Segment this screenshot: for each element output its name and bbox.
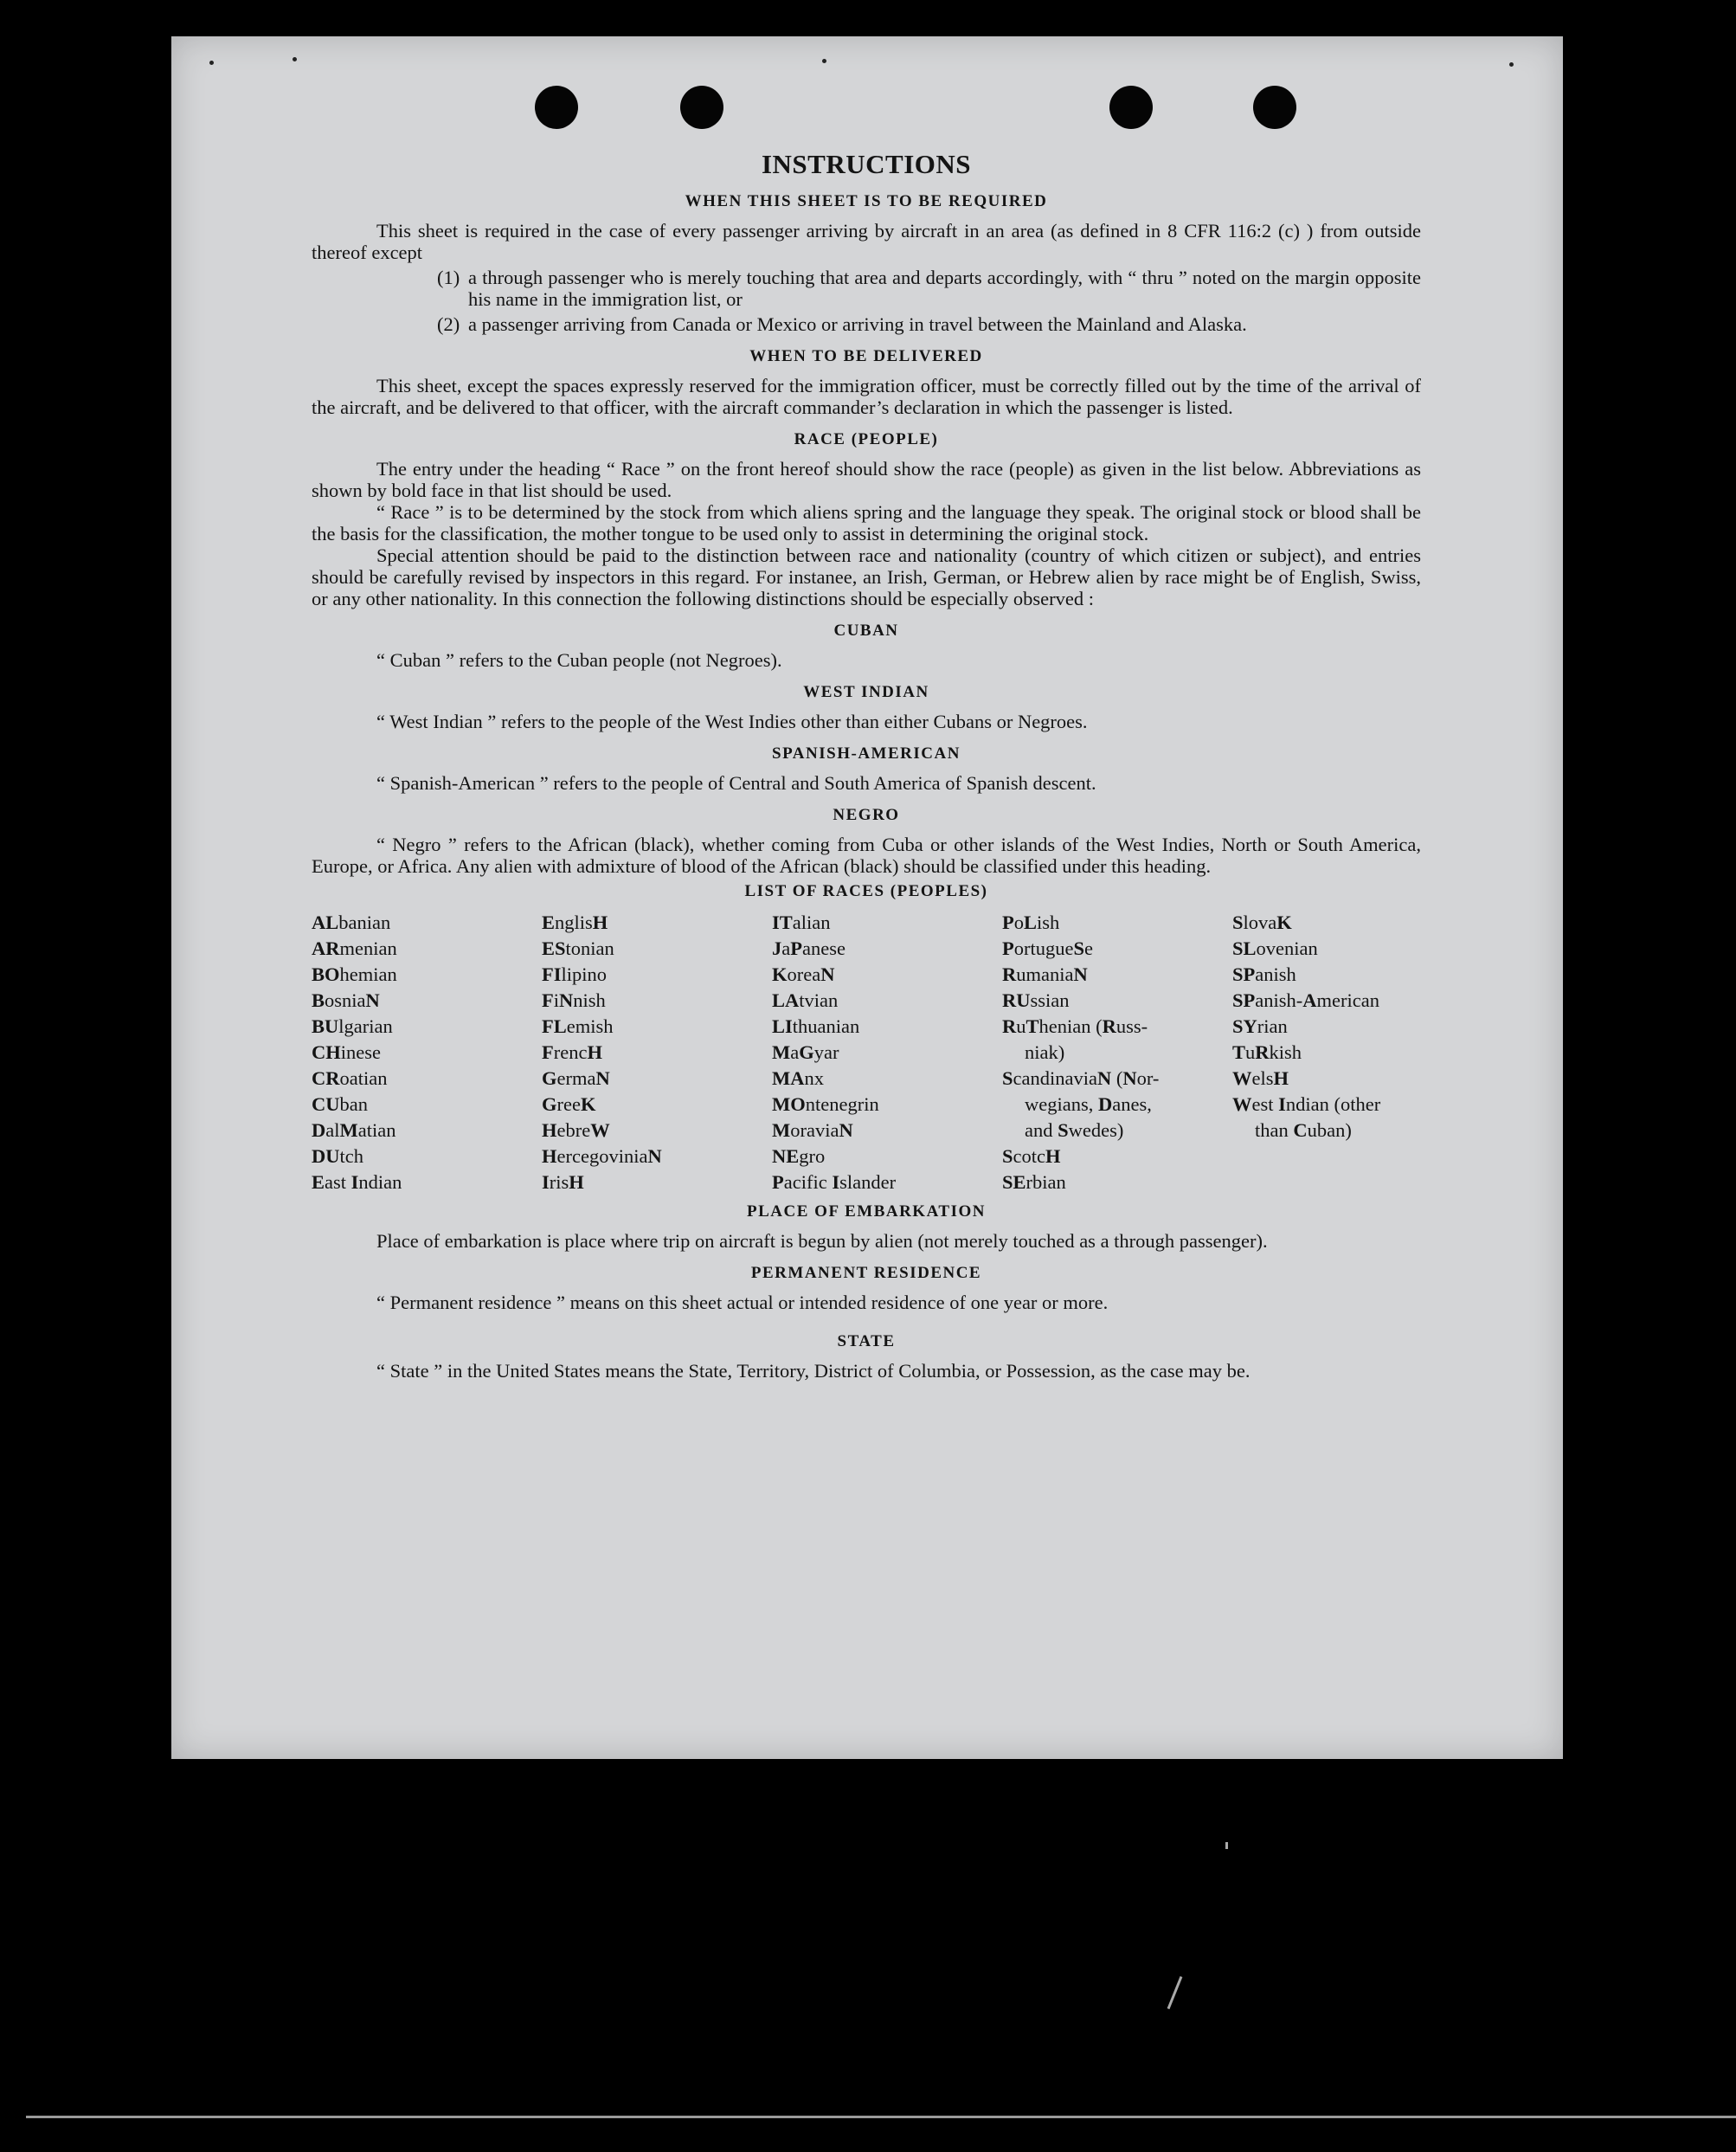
race-entry: SErbian [1002, 1171, 1066, 1193]
heading-when-required: WHEN THIS SHEET IS TO BE REQUIRED [685, 192, 1048, 210]
race-entry: HercegoviniaN [542, 1145, 662, 1167]
heading-permanent-residence: PERMANENT RESIDENCE [750, 1264, 982, 1282]
race-entry: ITalian [772, 912, 831, 933]
heading-negro: NEGRO [833, 806, 900, 824]
race-entry: CRoatian [312, 1067, 388, 1089]
condition-text: a passenger arriving from Canada or Mexico or arriving in travel between the Mainland and Alaska. [468, 313, 1247, 335]
races-column [312, 910, 542, 1195]
race-entry: FLemish [542, 1015, 614, 1037]
scan-mark [1167, 1976, 1183, 2009]
heading-race: RACE (PEOPLE) [794, 430, 939, 448]
races-column [1002, 910, 1232, 1195]
race-entry: CHinese [312, 1041, 381, 1063]
race-entry: MaGyar [772, 1041, 839, 1063]
negro-text: “ Negro ” refers to the African (black), whether coming from Cuba or other islands of the West Indies, North or South America, Europe, or Africa. Any alien with admixture of blood of the African (black) should be classified under this heading. [312, 834, 1421, 877]
condition-text: a through passenger who is merely touching that area and departs accordingly, with “ thru ” noted on the margin opposite his name in the immigration list, or [468, 267, 1421, 310]
race-entry: East Indian [312, 1171, 402, 1193]
race-entry: PortugueSe [1002, 937, 1093, 959]
condition-item [437, 267, 1421, 310]
speck [293, 57, 297, 61]
scan-mark [1225, 1842, 1228, 1849]
speck [1509, 62, 1514, 67]
heading-list-of-races: LIST OF RACES (PEOPLES) [744, 882, 988, 900]
race-entry: WelsH [1232, 1067, 1289, 1089]
punch-hole [535, 86, 578, 129]
race-entry: niak) [1025, 1041, 1065, 1063]
race-entry: NEgro [772, 1145, 826, 1167]
document-page [171, 36, 1563, 1759]
heading-when-delivered: WHEN TO BE DELIVERED [749, 347, 983, 365]
race-entry: BUlgarian [312, 1015, 393, 1037]
race-entry: MOntenegrin [772, 1093, 879, 1115]
race-entry: FrencH [542, 1041, 602, 1063]
race-entry: wegians, Danes, [1025, 1093, 1152, 1115]
race-entry: ALbanian [312, 912, 391, 933]
race-entry: HebreW [542, 1119, 610, 1141]
punch-hole [680, 86, 723, 129]
heading-cuban: CUBAN [833, 622, 899, 640]
race-entry: FiNnish [542, 989, 606, 1011]
race-paragraph-2: “ Race ” is to be determined by the stock from which aliens spring and the language they speak. The original stock or blood shall be the basis for the classification, the mother tongue to be used only to assist in determining the original stock. [312, 501, 1421, 544]
race-entry: RumaniaN [1002, 963, 1088, 985]
page-title: INSTRUCTIONS [761, 149, 971, 179]
race-entry: GreeK [542, 1093, 596, 1115]
race-entry: DUtch [312, 1145, 363, 1167]
race-entry: LAtvian [772, 989, 839, 1011]
race-entry: Pacific Islander [772, 1171, 897, 1193]
embarkation-text: Place of embarkation is place where trip on aircraft is begun by alien (not merely touched as a through passenger). [376, 1230, 1268, 1252]
race-entry: EStonian [542, 937, 614, 959]
race-paragraph-1: The entry under the heading “ Race ” on the front hereof should show the race (people) as given in the list below. Abbreviations as shown by bold face in that list should be used. [312, 458, 1421, 501]
race-entry: SLovenian [1232, 937, 1318, 959]
race-entry: than Cuban) [1255, 1119, 1352, 1141]
state-text: “ State ” in the United States means the State, Territory, District of Columbia, or Possession, as the case may be. [376, 1360, 1251, 1382]
race-entry: SlovaK [1232, 912, 1292, 933]
race-entry: ARmenian [312, 937, 397, 959]
race-entry: PoLish [1002, 912, 1060, 933]
races-list [312, 910, 1421, 1195]
race-entry: LIthuanian [772, 1015, 860, 1037]
race-entry: SPanish [1232, 963, 1296, 985]
condition-item [437, 313, 1421, 335]
scan-edge-line [26, 2116, 1736, 2118]
speck [209, 61, 214, 65]
race-entry: ScandinaviaN (Nor- [1002, 1067, 1160, 1089]
heading-west-indian: WEST INDIAN [803, 683, 929, 701]
punch-hole [1109, 86, 1153, 129]
race-entry: BosniaN [312, 989, 380, 1011]
race-entry: IrisH [542, 1171, 584, 1193]
race-entry: and Swedes) [1025, 1119, 1124, 1141]
race-entry: TuRkish [1232, 1041, 1302, 1063]
race-entry: EnglisH [542, 912, 608, 933]
punch-hole [1253, 86, 1296, 129]
race-entry: BOhemian [312, 963, 397, 985]
west-indian-text: “ West Indian ” refers to the people of the West Indies other than either Cubans or Negroes. [376, 711, 1088, 732]
race-entry: West Indian (other [1232, 1093, 1381, 1115]
races-column [1232, 910, 1421, 1195]
race-entry: CUban [312, 1093, 368, 1115]
heading-state: STATE [837, 1332, 896, 1350]
race-entry: RuThenian (Russ- [1002, 1015, 1148, 1037]
race-entry: MAnx [772, 1067, 824, 1089]
heading-spanish-american: SPANISH-AMERICAN [772, 744, 961, 763]
cuban-text: “ Cuban ” refers to the Cuban people (not Negroes). [376, 649, 782, 671]
races-column [542, 910, 772, 1195]
race-entry: RUssian [1002, 989, 1070, 1011]
race-entry: KoreaN [772, 963, 835, 985]
instructions-content [312, 149, 1421, 1382]
condition-number: (1) [437, 267, 460, 288]
when-delivered-text: This sheet, except the spaces expressly reserved for the immigration officer, must be correctly filled out by the time of the arrival of the aircraft, and be delivered to that officer, with the aircraft commander’s declaration in which the passenger is listed. [312, 375, 1421, 418]
race-entry: DalMatian [312, 1119, 396, 1141]
race-entry: SPanish-American [1232, 989, 1379, 1011]
race-entry: GermaN [542, 1067, 610, 1089]
condition-number: (2) [437, 313, 460, 335]
race-entry: ScotcH [1002, 1145, 1061, 1167]
race-entry: FIlipino [542, 963, 608, 985]
speck [822, 59, 826, 63]
race-entry: JaPanese [772, 937, 845, 959]
when-required-intro: This sheet is required in the case of every passenger arriving by aircraft in an area (as defined in 8 CFR 116:2 (c) ) from outside thereof except [312, 220, 1421, 263]
races-column [772, 910, 1002, 1195]
race-entry: SYrian [1232, 1015, 1288, 1037]
spanish-american-text: “ Spanish-American ” refers to the people of Central and South America of Spanish descent. [376, 772, 1096, 794]
permanent-residence-text: “ Permanent residence ” means on this sheet actual or intended residence of one year or more. [376, 1292, 1109, 1313]
race-paragraph-3: Special attention should be paid to the distinction between race and nationality (country of which citizen or subject), and entries should be carefully revised by inspectors in this regard. For instanee, an Irish, German, or Hebrew alien by race might be of English, Swiss, or any other nationality. In this connection the following distinctions should be especially observed : [312, 544, 1421, 609]
race-entry: MoraviaN [772, 1119, 853, 1141]
heading-embarkation: PLACE OF EMBARKATION [747, 1202, 986, 1221]
